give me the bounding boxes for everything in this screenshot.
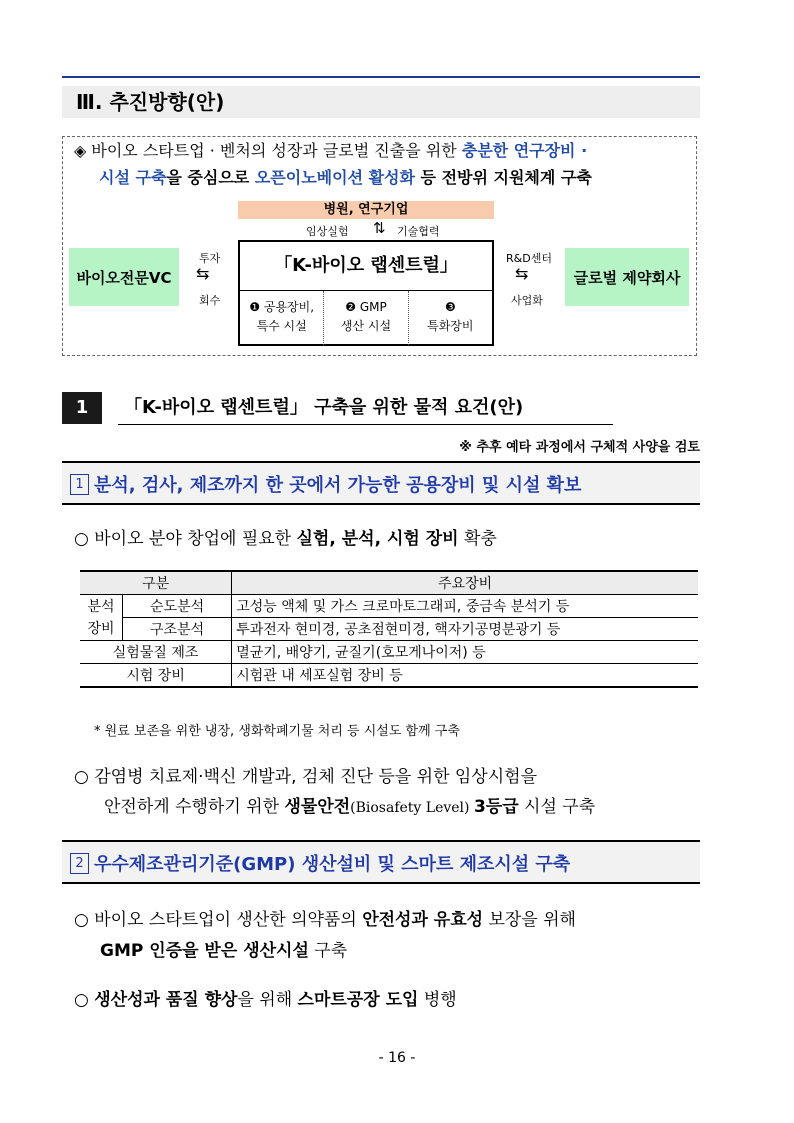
bullet-text: (Biosafety Level)	[350, 800, 474, 816]
table-cell: 구조분석	[123, 618, 232, 641]
section-title: Ⅲ. 추진방향(안)	[62, 86, 700, 118]
bullet-bold: 실험, 분석, 시험 장비	[296, 529, 459, 549]
table-cell: 투과전자 현미경, 공초점현미경, 핵자기공명분광기 등	[232, 618, 698, 641]
facility-line: ❸	[444, 300, 456, 314]
summary-line-2	[99, 165, 592, 188]
lr-arrow-icon: ⇆	[515, 264, 529, 283]
commercial-label: 사업화	[511, 294, 543, 307]
footnote: * 원료 보존을 위한 냉장, 생화학폐기물 처리 등 시설도 함께 구축	[94, 724, 460, 739]
heading-number: 1	[62, 392, 102, 424]
rnd-label: R&D센터	[506, 252, 552, 265]
invest-label: 투자	[199, 252, 221, 265]
facility-cell	[409, 291, 492, 345]
bullet-text: ○ 바이오 스타트업이 생산한 의약품의	[74, 910, 363, 930]
table-row	[80, 595, 698, 618]
group-label: 분석	[87, 598, 115, 615]
bullet-text: 을 위해	[237, 990, 298, 1010]
recover-label: 회수	[199, 294, 221, 307]
bullet-text: 안전하게 수행하기 위한	[104, 797, 285, 817]
table-group-cell	[80, 595, 123, 641]
bullet-bold: 스마트공장 도입	[297, 990, 419, 1010]
bullet-item-cont	[100, 936, 347, 961]
facility-line: 생산 시설	[340, 319, 392, 333]
equipment-table	[80, 570, 698, 688]
bullet-item-cont	[104, 792, 595, 817]
bullet-text: 확충	[458, 529, 497, 549]
bullet-text: ○	[74, 990, 95, 1010]
table-cell: 순도분석	[123, 595, 232, 618]
heading-title: 「K-바이오 랩센트럴」 구축을 위한 물적 요건(안)	[124, 397, 524, 418]
table-cell: 실험물질 제조	[80, 641, 232, 664]
table-cell: 시험 장비	[80, 664, 232, 688]
subheading-title: 분석, 검사, 제조까지 한 곳에서 가능한 공용장비 및 시설 확보	[94, 475, 582, 496]
bullet-bold: 생물안전	[284, 797, 351, 817]
facility-line: 특수 시설	[256, 319, 307, 333]
page-number: - 16 -	[378, 1050, 416, 1066]
table-row	[80, 641, 698, 664]
global-pharma-box: 글로벌 제약회사	[565, 248, 689, 306]
heading-underline	[118, 424, 613, 425]
subheading-1	[62, 461, 700, 505]
facility-cell	[240, 291, 324, 345]
bullet-text: 시설 구축	[518, 797, 596, 817]
summary-highlight: 시설 구축	[99, 168, 167, 187]
updown-arrow-icon: ⇅	[373, 219, 386, 237]
summary-text: 을 중심으로	[166, 168, 255, 187]
bullet-bold: GMP 인증을 받은 생산시설	[100, 941, 309, 961]
table-cell: 고성능 액체 및 가스 크로마토그래피, 중금속 분석기 등	[232, 595, 698, 618]
table-header-cell: 구분	[80, 571, 232, 595]
bullet-item	[74, 905, 576, 930]
summary-line-1	[74, 138, 587, 161]
facility-cell	[324, 291, 408, 345]
summary-highlight: 충분한 연구장비 ·	[461, 141, 588, 160]
facility-row	[240, 291, 492, 345]
tech-coop-label: 기술협력	[397, 225, 440, 238]
hospital-box: 병원, 연구기업	[238, 201, 494, 219]
k-bio-title: 「K-바이오 랩센트럴」	[240, 242, 492, 291]
table-header-row	[80, 571, 698, 595]
bullet-text: 보장을 위해	[483, 910, 576, 930]
subheading-2	[62, 840, 700, 884]
facility-line: ❶ 공용장비,	[249, 300, 315, 314]
bullet-bold: 생산성과 품질 향상	[94, 990, 238, 1010]
bullet-item: ○ 감염병 치료제·백신 개발과, 검체 진단 등을 위한 임상시험을	[74, 767, 537, 787]
table-row	[80, 664, 698, 688]
facility-line: 특화장비	[427, 319, 474, 333]
facility-line: ❷ GMP	[345, 300, 387, 314]
subheading-number: 1	[70, 474, 89, 495]
bullet-text: 구축	[308, 941, 348, 961]
summary-highlight: 오픈이노베이션 활성화	[254, 168, 415, 187]
k-bio-labcentral-box	[238, 240, 494, 346]
summary-text: ◈ 바이오 스타트업 · 벤처의 성장과 글로벌 진출을 위한	[74, 141, 462, 160]
subheading-number: 2	[70, 853, 89, 874]
bullet-bold: 3등급	[473, 797, 519, 817]
lr-arrow-icon: ⇆	[196, 264, 210, 283]
clinical-label: 임상실험	[306, 225, 349, 238]
subheading-title: 우수제조관리기준(GMP) 생산설비 및 스마트 제조시설 구축	[94, 854, 571, 875]
bullet-item	[74, 524, 497, 549]
bullet-item	[74, 985, 457, 1010]
heading-note: ※ 추후 예타 과정에서 구체적 사양을 검토	[459, 440, 700, 455]
vc-box: 바이오전문VC	[69, 248, 179, 306]
table-row	[80, 618, 698, 641]
bullet-text: 병행	[418, 990, 457, 1010]
table-cell: 시험관 내 세포실험 장비 등	[232, 664, 698, 688]
group-label: 장비	[87, 620, 115, 637]
summary-text: 등 전방위 지원체계 구축	[414, 168, 592, 187]
table-cell: 멸균기, 배양기, 균질기(호모게나이저) 등	[232, 641, 698, 664]
bullet-text: ○ 바이오 분야 창업에 필요한	[74, 529, 297, 549]
bullet-bold: 안전성과 유효성	[362, 910, 484, 930]
table-header-cell: 주요장비	[232, 571, 698, 595]
